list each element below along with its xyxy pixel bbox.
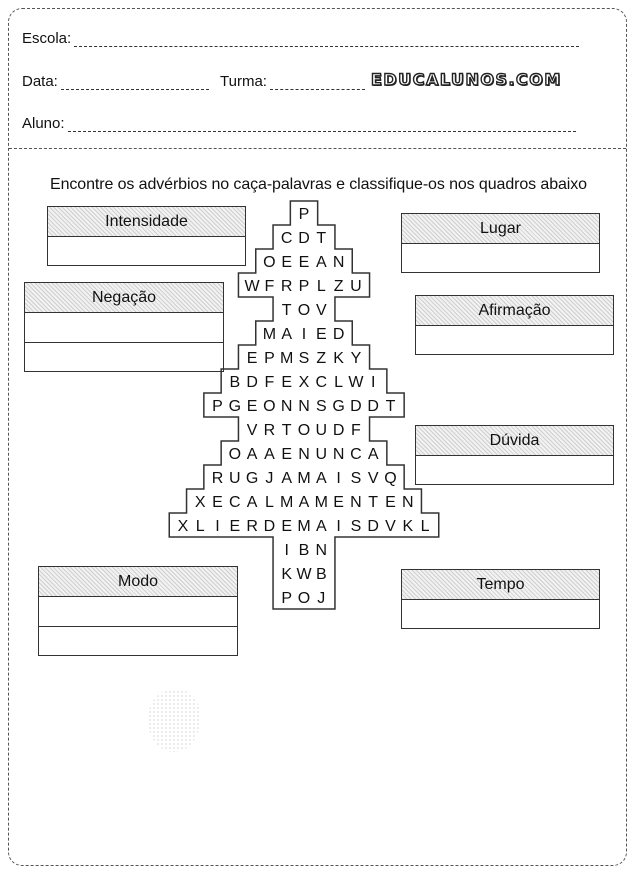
puzzle-letter[interactable]: N bbox=[315, 542, 328, 559]
puzzle-letter[interactable]: F bbox=[264, 278, 275, 295]
puzzle-letter[interactable]: E bbox=[385, 494, 396, 511]
school-label: Escola: bbox=[22, 30, 72, 47]
puzzle-letter[interactable]: N bbox=[402, 494, 414, 511]
puzzle-letter[interactable]: U bbox=[350, 278, 362, 295]
educalunos-logo: EDUCALUNOS.COM bbox=[371, 70, 562, 89]
puzzle-letter[interactable]: E bbox=[281, 374, 293, 391]
puzzle-letter[interactable]: B bbox=[229, 374, 241, 391]
puzzle-letter[interactable]: D bbox=[367, 398, 379, 415]
date-label: Data: bbox=[22, 73, 58, 90]
puzzle-letter[interactable]: N bbox=[280, 398, 293, 415]
puzzle-letter[interactable]: D bbox=[263, 518, 276, 535]
puzzle-letter[interactable]: X bbox=[194, 494, 206, 511]
puzzle-letter[interactable]: L bbox=[195, 518, 205, 535]
puzzle-letter[interactable]: I bbox=[336, 470, 341, 487]
puzzle-letter[interactable]: T bbox=[368, 494, 379, 511]
puzzle-letter[interactable]: O bbox=[297, 422, 311, 439]
puzzle-letter[interactable]: T bbox=[385, 398, 396, 415]
puzzle-letter[interactable]: I bbox=[370, 374, 376, 391]
puzzle-letter[interactable]: P bbox=[298, 278, 310, 295]
puzzle-letter[interactable]: D bbox=[298, 230, 310, 247]
puzzle-letter[interactable]: D bbox=[332, 422, 345, 439]
puzzle-letter[interactable]: S bbox=[298, 350, 310, 367]
puzzle-letter[interactable]: F bbox=[351, 422, 361, 439]
puzzle-letter[interactable]: A bbox=[264, 446, 275, 463]
puzzle-letter[interactable]: O bbox=[228, 446, 242, 463]
puzzle-letter[interactable]: L bbox=[420, 518, 430, 535]
puzzle-letter[interactable]: Z bbox=[316, 350, 327, 367]
puzzle-letter[interactable]: W bbox=[348, 374, 364, 391]
puzzle-letter[interactable]: M bbox=[314, 494, 328, 511]
puzzle-letter[interactable]: V bbox=[367, 470, 379, 487]
puzzle-letter[interactable]: M bbox=[262, 326, 277, 343]
puzzle-letter[interactable]: A bbox=[246, 446, 258, 463]
puzzle-letter[interactable]: I bbox=[284, 542, 289, 559]
puzzle-letter[interactable]: Y bbox=[350, 350, 362, 367]
puzzle-letter[interactable]: Q bbox=[384, 470, 397, 487]
puzzle-letter[interactable]: E bbox=[315, 326, 327, 343]
puzzle-letter[interactable]: N bbox=[298, 446, 310, 463]
puzzle-letter[interactable]: S bbox=[350, 470, 362, 487]
puzzle-letter[interactable]: R bbox=[263, 422, 276, 439]
puzzle-letter[interactable]: C bbox=[315, 374, 328, 391]
puzzle-letter[interactable]: K bbox=[402, 518, 414, 535]
puzzle-letter[interactable]: C bbox=[229, 494, 241, 511]
puzzle-letter[interactable]: G bbox=[245, 470, 259, 487]
puzzle-letter[interactable]: M bbox=[297, 518, 311, 535]
puzzle-letter[interactable]: P bbox=[264, 350, 275, 367]
puzzle-letter[interactable]: N bbox=[332, 446, 345, 463]
puzzle-letter[interactable]: D bbox=[350, 398, 362, 415]
puzzle-letter[interactable]: E bbox=[281, 254, 293, 271]
puzzle-letter[interactable]: B bbox=[315, 566, 327, 583]
puzzle-letter[interactable]: N bbox=[350, 494, 362, 511]
puzzle-letter[interactable]: N bbox=[298, 398, 310, 415]
box-intensidade-title: Intensidade bbox=[48, 207, 245, 237]
puzzle-letter[interactable]: O bbox=[297, 590, 311, 607]
box-tempo-title: Tempo bbox=[402, 570, 599, 600]
puzzle-letter[interactable]: E bbox=[246, 398, 258, 415]
puzzle-letter[interactable]: T bbox=[281, 302, 292, 319]
puzzle-letter[interactable]: J bbox=[317, 590, 326, 607]
puzzle-letter[interactable]: X bbox=[298, 374, 310, 391]
puzzle-letter[interactable]: E bbox=[229, 518, 241, 535]
puzzle-letter[interactable]: E bbox=[333, 494, 344, 511]
box-modo-title: Modo bbox=[39, 567, 237, 597]
puzzle-letter[interactable]: O bbox=[263, 254, 276, 271]
puzzle-letter[interactable]: I bbox=[215, 518, 220, 535]
instruction-text: Encontre os advérbios no caça-palavras e classifique-os nos quadros abaixo bbox=[50, 176, 587, 193]
puzzle-letter[interactable]: S bbox=[350, 518, 362, 535]
puzzle-letter[interactable]: V bbox=[385, 518, 396, 535]
puzzle-letter[interactable]: A bbox=[298, 494, 310, 511]
puzzle-letter[interactable]: W bbox=[296, 566, 312, 583]
puzzle-letter[interactable]: J bbox=[265, 470, 274, 487]
puzzle-letter[interactable]: A bbox=[281, 470, 293, 487]
puzzle-letter[interactable]: A bbox=[315, 470, 327, 487]
puzzle-letter[interactable]: I bbox=[301, 326, 307, 343]
puzzle-letter[interactable]: Z bbox=[333, 278, 344, 295]
box-duvida-title: Dúvida bbox=[416, 426, 613, 456]
box-afirmacao-title: Afirmação bbox=[416, 296, 613, 326]
puzzle-letter[interactable]: D bbox=[246, 374, 258, 391]
puzzle-letter[interactable]: L bbox=[264, 494, 274, 511]
puzzle-letter[interactable]: U bbox=[315, 422, 328, 439]
puzzle-letter[interactable]: W bbox=[244, 278, 260, 295]
puzzle-letter[interactable]: A bbox=[367, 446, 379, 463]
puzzle-letter[interactable]: K bbox=[281, 566, 293, 583]
puzzle-letter[interactable]: T bbox=[281, 422, 292, 439]
puzzle-letter[interactable]: B bbox=[298, 542, 310, 559]
class-label: Turma: bbox=[220, 73, 267, 90]
puzzle-letter[interactable]: A bbox=[315, 518, 327, 535]
puzzle-letter[interactable]: M bbox=[297, 470, 311, 487]
puzzle-letter[interactable]: A bbox=[246, 494, 258, 511]
box-negacao-title: Negação bbox=[25, 283, 223, 313]
puzzle-letter[interactable]: G bbox=[228, 398, 242, 415]
puzzle-letter[interactable]: P bbox=[212, 398, 223, 415]
puzzle-letter[interactable]: G bbox=[332, 398, 345, 415]
puzzle-letter[interactable]: R bbox=[246, 518, 258, 535]
puzzle-letter[interactable]: R bbox=[211, 470, 224, 487]
puzzle-letter[interactable]: X bbox=[177, 518, 189, 535]
puzzle-letter[interactable]: L bbox=[316, 278, 326, 295]
puzzle-letter[interactable]: N bbox=[332, 254, 345, 271]
box-lugar-title: Lugar bbox=[402, 214, 599, 244]
puzzle-letter[interactable]: L bbox=[334, 374, 344, 391]
puzzle-letter[interactable]: E bbox=[212, 494, 223, 511]
puzzle-letter[interactable]: V bbox=[246, 422, 258, 439]
puzzle-letter[interactable]: I bbox=[336, 518, 341, 535]
puzzle-letter[interactable]: T bbox=[316, 230, 327, 247]
puzzle-letter[interactable]: U bbox=[229, 470, 241, 487]
puzzle-letter[interactable]: K bbox=[333, 350, 344, 367]
puzzle-letter[interactable]: O bbox=[297, 302, 311, 319]
puzzle-letter[interactable]: C bbox=[350, 446, 362, 463]
puzzle-letter[interactable]: V bbox=[315, 302, 327, 319]
puzzle-letter[interactable]: F bbox=[264, 374, 275, 391]
puzzle-letter[interactable]: E bbox=[281, 518, 293, 535]
puzzle-letter[interactable]: P bbox=[281, 590, 293, 607]
puzzle-letter[interactable]: A bbox=[315, 254, 327, 271]
scan-smudge bbox=[148, 690, 200, 752]
student-label: Aluno: bbox=[22, 115, 65, 132]
puzzle-letter[interactable]: E bbox=[298, 254, 310, 271]
puzzle-letter[interactable]: D bbox=[332, 326, 345, 343]
puzzle-letter[interactable]: U bbox=[315, 446, 328, 463]
puzzle-letter[interactable]: M bbox=[280, 350, 294, 367]
puzzle-letter[interactable]: P bbox=[298, 206, 310, 223]
puzzle-letter[interactable]: O bbox=[263, 398, 276, 415]
word-search-grid bbox=[178, 206, 430, 607]
puzzle-letter[interactable]: M bbox=[280, 494, 294, 511]
puzzle-letter[interactable]: D bbox=[367, 518, 379, 535]
puzzle-letter[interactable]: E bbox=[281, 446, 293, 463]
puzzle-letter[interactable]: C bbox=[280, 230, 293, 247]
puzzle-letter[interactable]: S bbox=[315, 398, 327, 415]
puzzle-letter[interactable]: E bbox=[246, 350, 258, 367]
puzzle-letter[interactable]: A bbox=[281, 326, 293, 343]
puzzle-letter[interactable]: R bbox=[280, 278, 293, 295]
